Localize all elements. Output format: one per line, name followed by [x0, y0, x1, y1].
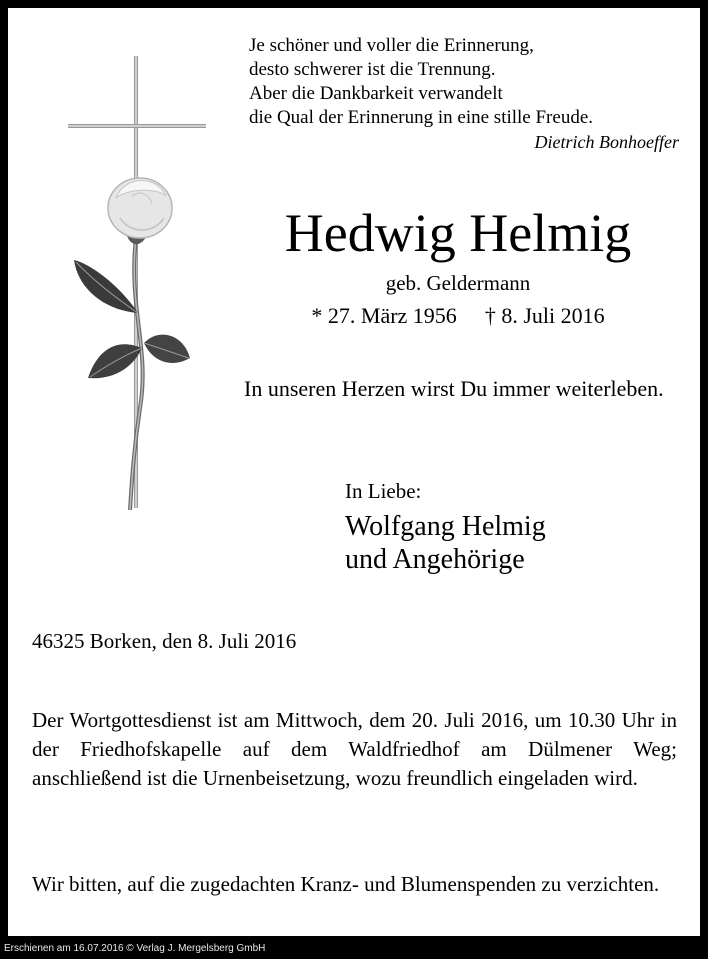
- quote-line: desto schwerer ist die Trennung.: [249, 59, 496, 80]
- service-text: Der Wortgottesdienst ist am Mittwoch, dem 20. Juli 2016, um 10.30 Uhr in der Friedhofskapelle auf dem Waldfriedhof am Dülmener Weg; anschließend ist die Urnenbeisetzung, wozu freundlich eingeladen wird.: [32, 708, 677, 790]
- quote-author: Dietrich Bonhoeffer: [534, 132, 679, 152]
- request-text: Wir bitten, auf die zugedachten Kranz- und Blumenspenden zu verzichten.: [32, 872, 660, 896]
- signature-names: [345, 510, 546, 576]
- obituary-card: [8, 8, 700, 936]
- birth-name: geb. Geldermann: [385, 271, 531, 295]
- quote-line: Je schöner und voller die Erinnerung,: [249, 35, 534, 56]
- signature-label: In Liebe:: [345, 479, 422, 503]
- cross-and-rose-icon: [58, 48, 208, 518]
- quote: [249, 34, 679, 154]
- deceased-name: Hedwig Helmig: [284, 203, 632, 263]
- signature-line: Wolfgang Helmig: [345, 511, 546, 542]
- motto: In unseren Herzen wirst Du immer weiterleben.: [244, 376, 664, 401]
- quote-line: die Qual der Erinnerung in eine stille Freude.: [249, 107, 594, 128]
- death-date: † 8. Juli 2016: [484, 303, 605, 328]
- signature-line: und Angehörige: [345, 544, 525, 575]
- quote-line: Aber die Dankbarkeit verwandelt: [249, 83, 503, 104]
- publication-footer: Erschienen am 16.07.2016 © Verlag J. Mergelsberg GmbH: [4, 943, 266, 954]
- life-dates: [248, 302, 668, 330]
- place-date: 46325 Borken, den 8. Juli 2016: [32, 629, 297, 653]
- birth-date: * 27. März 1956: [311, 303, 457, 328]
